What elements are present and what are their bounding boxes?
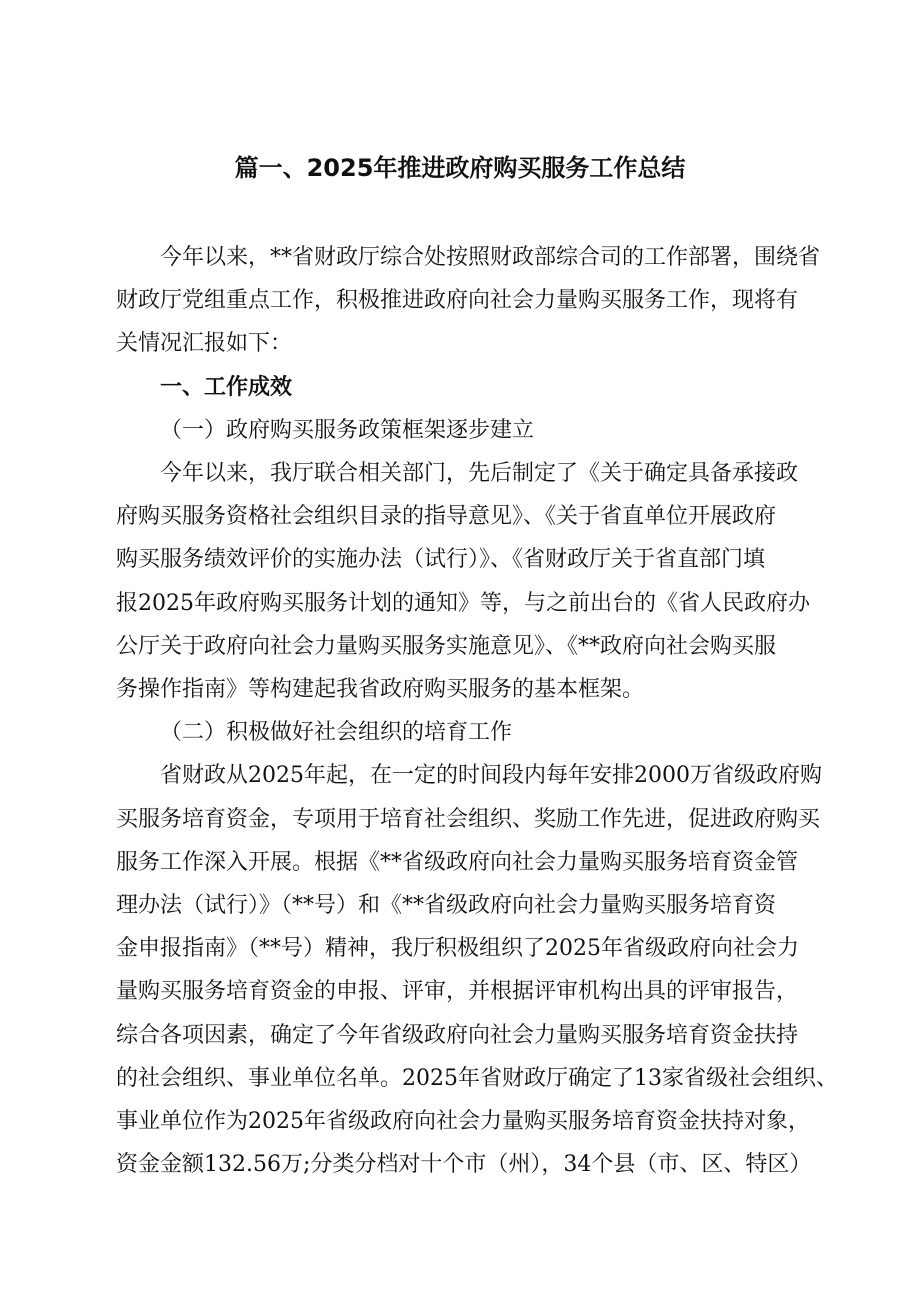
- text-line: 的社会组织、事业单位名单。2025年省财政厅确定了13家省级社会组织、: [116, 1065, 838, 1091]
- text-line: 今年以来，**省财政厅综合处按照财政部综合司的工作部署，围绕省: [160, 245, 821, 270]
- text-line: 省财政从2025年起，在一定的时间段内每年安排2000万省级政府购: [160, 763, 822, 789]
- text-line: 量购买服务培育资金的申报、评审，并根据评审机构出具的评审报告，: [116, 979, 799, 1005]
- text-line: 金申报指南》（**号）精神，我厅积极组织了2025年省级政府向社会力: [116, 936, 799, 962]
- text-line: 综合各项因素，确定了今年省级政府向社会力量购买服务培育资金扶持: [116, 1022, 799, 1048]
- funding-paragraph: [116, 754, 846, 1186]
- text-line: 财政厅党组重点工作，积极推进政府向社会力量购买服务工作，现将有: [116, 288, 799, 314]
- text-line: 公厅关于政府向社会力量购买服务实施意见》、《**政府向社会购买服: [116, 633, 777, 659]
- text-line: 买服务培育资金，专项用于培育社会组织、奖励工作先进，促进政府购买: [116, 806, 821, 832]
- subsection-heading: （一）政府购买服务政策框架逐步建立: [160, 417, 535, 443]
- text-line: 今年以来，我厅联合相关部门，先后制定了《关于确定具备承接政: [160, 461, 799, 487]
- text-line: 事业单位作为2025年省级政府向社会力量购买服务培育资金扶持对象，: [116, 1109, 810, 1135]
- intro-paragraph: [116, 236, 846, 366]
- text-line: 资金金额132.56万;分类分档对十个市（州），34个县（市、区、特区）: [116, 1152, 812, 1178]
- section-heading: 一、工作成效: [160, 374, 293, 400]
- text-line: 服务工作深入开展。根据《**省级政府向社会力量购买服务培育资金管: [116, 849, 799, 875]
- text-line: 关情况汇报如下：: [116, 331, 293, 357]
- document-body: [116, 236, 846, 1186]
- text-line: 报2025年政府购买服务计划的通知》等，与之前出台的《省人民政府办: [116, 590, 810, 616]
- text-line: 府购买服务资格社会组织目录的指导意见》、《关于省直单位开展政府: [116, 504, 777, 530]
- text-line: 务操作指南》等构建起我省政府购买服务的基本框架。: [116, 677, 645, 703]
- text-line: 理办法（试行）》（**号）和《**省级政府向社会力量购买服务培育资: [116, 893, 777, 919]
- subsection-heading: （二）积极做好社会组织的培育工作: [160, 720, 513, 746]
- document-title: 篇一、2025年推进政府购买服务工作总结: [234, 154, 686, 182]
- text-line: 购买服务绩效评价的实施办法（试行）》、《省财政厅关于省直部门填: [116, 547, 766, 573]
- policy-paragraph: [116, 452, 846, 711]
